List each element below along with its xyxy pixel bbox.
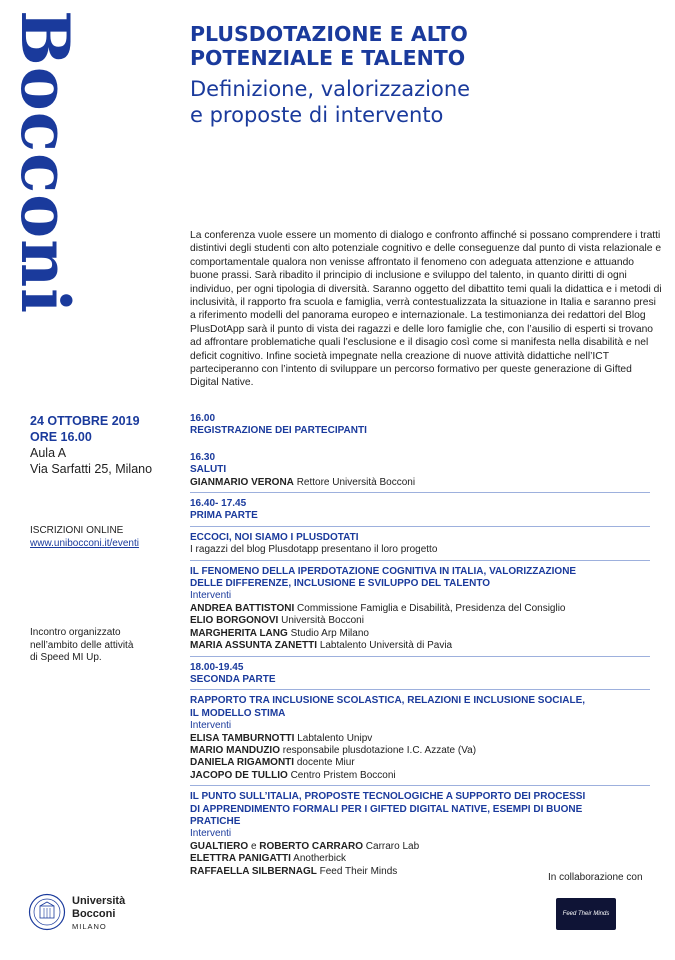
talk-title: ECCOCI, NOI SIAMO I PLUSDOTATI: [190, 531, 359, 543]
speaker-row: [190, 640, 660, 652]
event-address: Via Sarfatti 25, Milano: [30, 462, 153, 476]
registration-block: [30, 524, 190, 550]
organized-note: [30, 627, 180, 665]
registration-label: ISCRIZIONI ONLINE: [30, 525, 124, 536]
talk-title: PRATICHE: [190, 815, 241, 827]
speaker-name: ELISA TAMBURNOTTI: [190, 732, 295, 744]
divider: [190, 785, 650, 786]
speaker-name: ELETTRA PANIGATTI: [190, 853, 291, 865]
speaker-role: Labtalento Università di Pavia: [319, 640, 453, 652]
partner-logo-text: Feed Their Minds: [562, 911, 610, 917]
speaker-row: [190, 745, 660, 757]
speaker-role: Rettore Università Bocconi: [296, 476, 416, 488]
university-name-line-1: Università: [72, 895, 126, 907]
program-time: 16.40- 17.45: [190, 498, 247, 510]
bocconi-vertical-text: Bocconi: [6, 10, 84, 315]
speaker-name: GUALTIERO: [190, 840, 249, 852]
university-footer-logo: [28, 893, 188, 933]
talk-title: RAPPORTO TRA INCLUSIONE SCOLASTICA, RELAZIONI E INCLUSIONE SOCIALE,: [190, 695, 586, 707]
speaker-name: MARIO MANDUZIO: [190, 744, 280, 756]
speaker-name: MARIA ASSUNTA ZANETTI: [190, 640, 318, 652]
speaker-name: ROBERTO CARRARO: [259, 840, 363, 852]
event-room: Aula A: [30, 446, 67, 460]
speaker-role: Commissione Famiglia e Disabilità, Presidenza del Consiglio: [297, 602, 566, 614]
speaker-row: [190, 603, 660, 615]
speaker-role: Studio Arp Milano: [290, 627, 369, 639]
collaboration-label: In collaborazione con: [548, 872, 643, 883]
talk-description: I ragazzi del blog Plusdotapp presentano il loro progetto: [190, 544, 438, 556]
bocconi-vertical-logo: [4, 0, 84, 315]
speaker-role: Carraro Lab: [365, 840, 420, 852]
speaker-role: docente Miur: [296, 757, 355, 769]
talk-title: DI APPRENDIMENTO FORMALI PER I GIFTED DIGITAL NATIVE, ESEMPI DI BUONE: [190, 803, 583, 815]
registration-link[interactable]: www.unibocconi.it/eventi: [30, 538, 139, 549]
speaker-row: [190, 841, 660, 853]
program-time: 16.30: [190, 451, 216, 463]
interventi-label: Interventi: [190, 828, 232, 840]
speaker-row: [190, 733, 660, 745]
program-time: 18.00-19.45: [190, 661, 244, 673]
divider: [190, 492, 650, 493]
speaker-row: [190, 757, 660, 769]
speaker-role: Anotherbick: [293, 853, 346, 865]
event-date: 24 OTTOBRE 2019: [30, 414, 140, 428]
speaker-row: [190, 477, 660, 489]
program-item-title: REGISTRAZIONE DEI PARTECIPANTI: [190, 425, 367, 437]
speaker-role: Feed Their Minds: [319, 865, 398, 877]
speaker-name: RAFFAELLA SILBERNAGL: [190, 865, 317, 877]
organized-line-2: nell’ambito delle attività: [30, 639, 134, 651]
title-line-1: PLUSDOTAZIONE E ALTO: [190, 22, 468, 46]
organized-line-1: Incontro organizzato: [30, 627, 121, 638]
organized-line-3: di Speed MI Up.: [30, 652, 102, 663]
talk-title: IL FENOMENO DELLA IPERDOTAZIONE COGNITIVA IN ITALIA, VALORIZZAZIONE: [190, 565, 577, 577]
speaker-row: [190, 615, 660, 627]
partner-logo: [556, 898, 616, 930]
talk-title: IL PUNTO SULL’ITALIA, PROPOSTE TECNOLOGICHE A SUPPORTO DEI PROCESSI: [190, 791, 586, 803]
interventi-label: Interventi: [190, 590, 232, 602]
speaker-name: DANIELA RIGAMONTI: [190, 757, 295, 769]
speaker-name: MARGHERITA LANG: [190, 627, 288, 639]
speaker-name: ANDREA BATTISTONI: [190, 602, 295, 614]
university-name-line-2: Bocconi: [72, 908, 116, 920]
divider: [190, 560, 650, 561]
speaker-conjunction: e: [250, 840, 257, 852]
program-section-title: PRIMA PARTE: [190, 510, 258, 522]
interventi-label: Interventi: [190, 720, 232, 732]
speaker-name: ELIO BORGONOVI: [190, 615, 279, 627]
university-name: [72, 895, 125, 921]
university-city: MILANO: [72, 922, 107, 931]
speaker-role: responsabile plusdotazione I.C. Azzate (Va): [282, 744, 477, 756]
program-section-title: SECONDA PARTE: [190, 673, 276, 685]
program-item-title: SALUTI: [190, 464, 227, 476]
speaker-role: Labtalento Unipv: [297, 732, 373, 744]
talk-title: DELLE DIFFERENZE, INCLUSIONE E SVILUPPO DEL TALENTO: [190, 578, 491, 590]
title-block: [190, 22, 660, 128]
university-seal-icon: [28, 893, 66, 931]
talk-title: IL MODELLO STIMA: [190, 707, 286, 719]
speaker-row: [190, 853, 660, 865]
divider: [190, 689, 650, 690]
speaker-name: JACOPO DE TULLIO: [190, 769, 288, 781]
speaker-row: [190, 628, 660, 640]
speaker-role: Università Bocconi: [281, 615, 364, 627]
divider: [190, 656, 650, 657]
title-line-2: POTENZIALE E TALENTO: [190, 46, 466, 70]
speaker-row: [190, 770, 660, 782]
program-time: 16.00: [190, 413, 216, 424]
subtitle-line-1: Definizione, valorizzazione: [190, 77, 471, 101]
event-time: ORE 16.00: [30, 430, 92, 444]
event-info: [30, 413, 180, 477]
speaker-role: Centro Pristem Bocconi: [290, 769, 396, 781]
speaker-name: GIANMARIO VERONA: [190, 476, 294, 488]
intro-paragraph: La conferenza vuole essere un momento di dialogo e confronto affinché si possano comprendere i tratti distintivi degli studenti con alto potenziale cognitivo e delle conseguenze dal punto di vista relazionale e comportamentale qualora non venisse affrontato il fenomeno con adeguata attenzione e attuando buone prassi. Sarà ribadito il principio di inclusione e sviluppo del talento, in quanto diritti di ogni individuo, per ogni tipologia di diversità. Saranno oggetto del dibattito temi quali la didattica e i metodi di inclusività, il rapporto fra scuola e famiglia, verrà contestualizzata la situazione in Italia e saranno presi a riferimento modelli del panorama europeo e internazionale. La testimonianza dei redattori del Blog PlusDotApp sarà il punto di vista dei ragazzi e delle loro famiglie che, con l’ausilio di esperti si trovano ad affrontare problematiche quali l’esclusione e il disagio così come si manifesta nella disabilità e nel deficit cognitivo. Infine società impegnate nella creazione di nuove attività didattiche nell’ICT parteciperanno con l’intento di sviluppare un percorso formativo per queste generazione di Gifted Digital Native.: [190, 230, 662, 389]
subtitle-line-2: e proposte di intervento: [190, 103, 444, 127]
divider: [190, 526, 650, 527]
program: [190, 413, 660, 878]
